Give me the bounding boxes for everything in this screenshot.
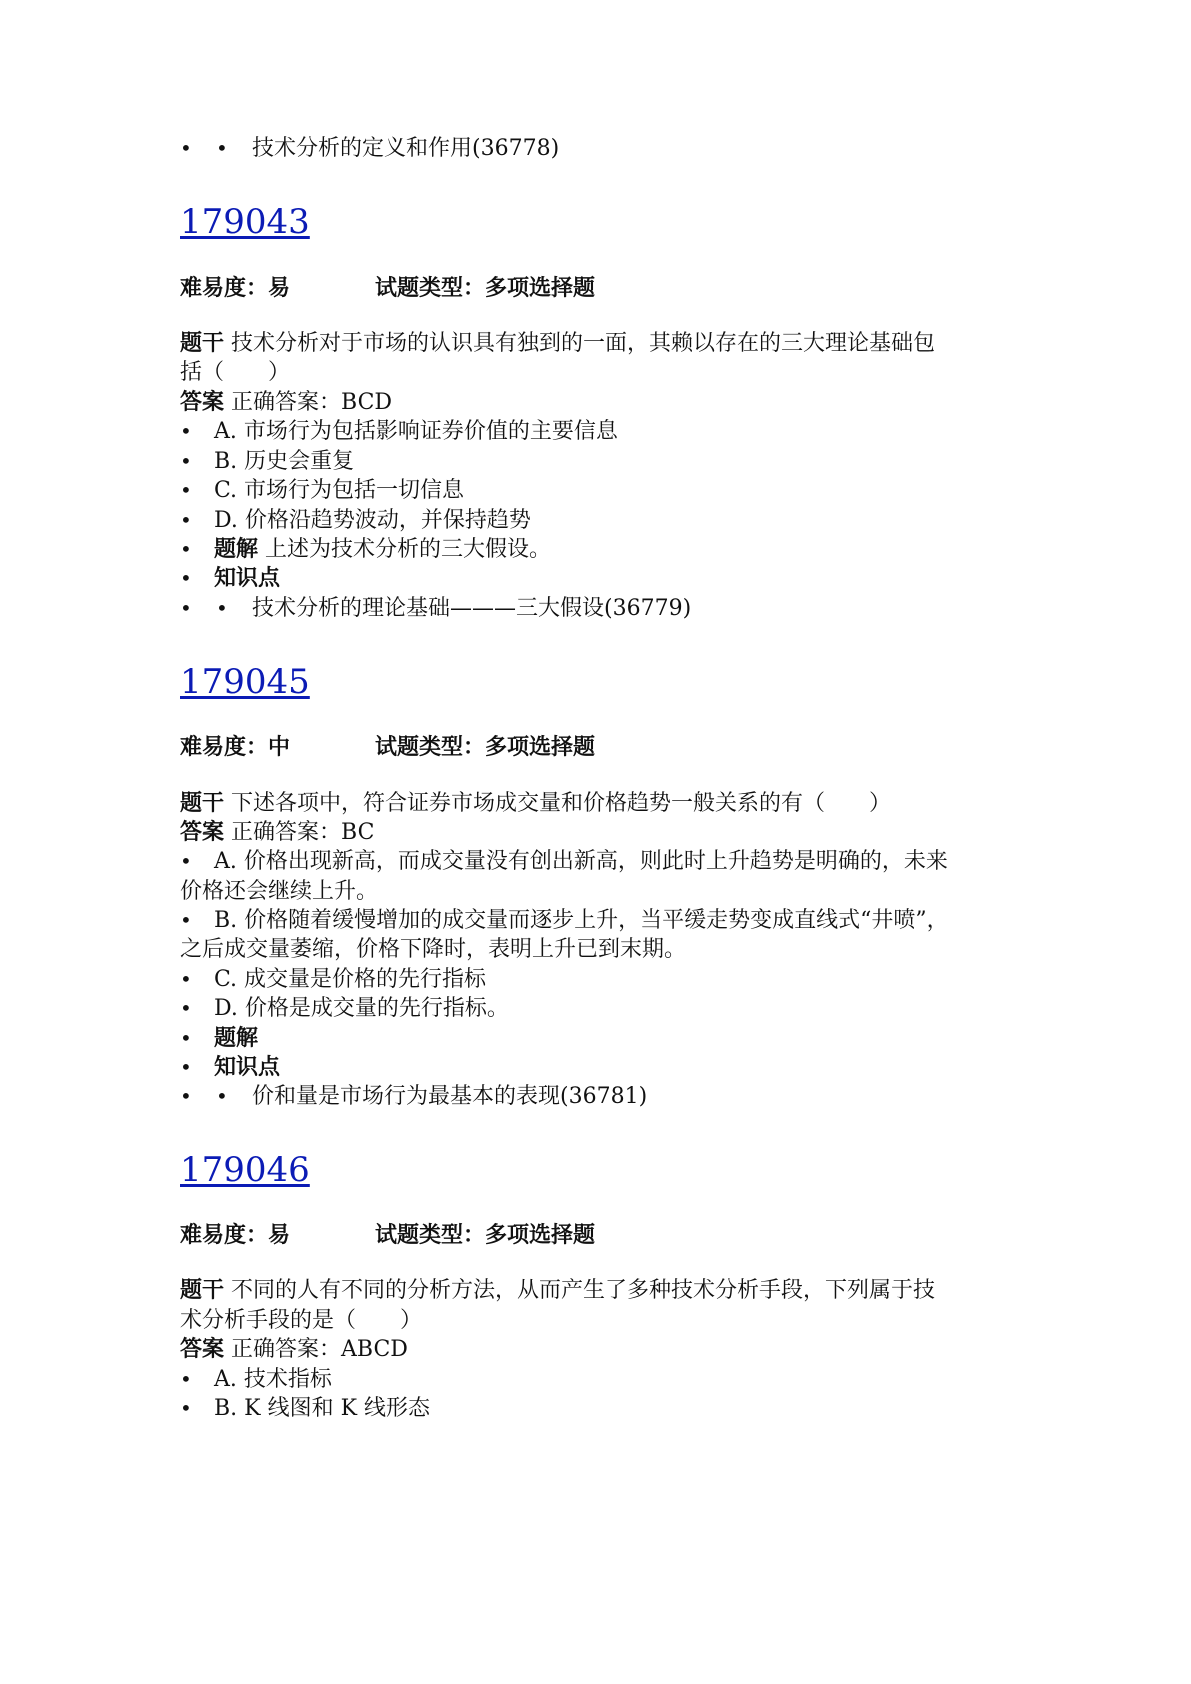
- option-text: A. 市场行为包括影响证券价值的主要信息: [214, 419, 618, 444]
- answer-label: 答案: [180, 1336, 225, 1362]
- knowledge-text: 价和量是市场行为最基本的表现(36781): [252, 1084, 648, 1109]
- type-label: 试题类型：: [375, 275, 486, 301]
- type-label: 试题类型：: [375, 1222, 486, 1248]
- option-text: B. K 线图和 K 线形态: [214, 1396, 431, 1421]
- question-id-link[interactable]: 179045: [180, 662, 310, 702]
- stem-text: 下述各项中，符合证券市场成交量和价格趋势一般关系的有（ ）: [231, 791, 892, 816]
- knowledge-text: 技术分析的理论基础———三大假设(36779): [252, 596, 692, 621]
- solution-text: 上述为技术分析的三大假设。: [265, 537, 552, 562]
- option-text: B. 价格随着缓慢增加的成交量而逐步上升，当平缓走势变成直线式“井喷”，: [214, 908, 949, 933]
- stem-text: 技术分析对于市场的认识具有独到的一面，其赖以存在的三大理论基础包: [231, 331, 936, 356]
- stem-text: 括（ ）: [180, 360, 291, 385]
- option-text: D. 价格是成交量的先行指标。: [214, 996, 509, 1021]
- type-value: 多项选择题: [485, 275, 596, 301]
- knowledge-text: 技术分析的定义和作用(36778): [252, 136, 560, 161]
- difficulty-value: 易: [268, 1222, 291, 1248]
- question-stem: [180, 1275, 1040, 1306]
- answer-label: 答案: [180, 389, 225, 415]
- solution-label: 题解: [214, 536, 259, 562]
- question-answer: [180, 387, 1040, 418]
- question-stem: [180, 788, 1040, 819]
- question-meta: [180, 273, 596, 304]
- option-text-cont: 价格还会继续上升。: [180, 879, 379, 904]
- option-text: B. 历史会重复: [214, 449, 355, 474]
- question-id-link[interactable]: 179043: [180, 202, 310, 242]
- stem-text: 不同的人有不同的分析方法，从而产生了多种技术分析手段，下列属于技: [231, 1278, 936, 1303]
- option-text: D. 价格沿趋势波动，并保持趋势: [214, 508, 531, 533]
- answer-label: 答案: [180, 819, 225, 845]
- sub-bullet: •: [216, 596, 228, 620]
- type-value: 多项选择题: [485, 1222, 596, 1248]
- type-label: 试题类型：: [375, 734, 486, 760]
- question-answer: [180, 817, 1040, 848]
- type-value: 多项选择题: [485, 734, 596, 760]
- question-stem: [180, 328, 1040, 359]
- stem-label: 题干: [180, 1277, 225, 1303]
- question-meta: [180, 732, 596, 763]
- difficulty-label: 难易度：: [180, 734, 269, 760]
- knowledge-label: 知识点: [214, 565, 281, 591]
- answer-text: 正确答案：ABCD: [231, 1337, 408, 1362]
- difficulty-value: 易: [268, 275, 291, 301]
- option-text: C. 市场行为包括一切信息: [214, 478, 465, 503]
- answer-text: 正确答案：BC: [231, 820, 375, 845]
- knowledge-label: 知识点: [214, 1054, 281, 1080]
- stem-label: 题干: [180, 790, 225, 816]
- solution-label: 题解: [214, 1025, 259, 1051]
- question-stem-cont: [180, 357, 1040, 388]
- option-text-cont: 之后成交量萎缩，价格下降时，表明上升已到末期。: [180, 937, 687, 962]
- difficulty-label: 难易度：: [180, 1222, 269, 1248]
- answer-text: 正确答案：BCD: [231, 390, 393, 415]
- question-id-link[interactable]: 179046: [180, 1150, 310, 1190]
- question-stem-cont: [180, 1305, 1040, 1336]
- option-text: C. 成交量是价格的先行指标: [214, 967, 487, 992]
- stem-text: 术分析手段的是（ ）: [180, 1308, 423, 1333]
- difficulty-label: 难易度：: [180, 275, 269, 301]
- question-meta: [180, 1220, 596, 1251]
- option-text: A. 价格出现新高，而成交量没有创出新高，则此时上升趋势是明确的，未来: [214, 849, 948, 874]
- sub-bullet: •: [216, 136, 228, 160]
- difficulty-value: 中: [268, 734, 291, 760]
- option-text: A. 技术指标: [214, 1367, 332, 1392]
- sub-bullet: •: [216, 1084, 228, 1108]
- stem-label: 题干: [180, 330, 225, 356]
- question-answer: [180, 1334, 1040, 1365]
